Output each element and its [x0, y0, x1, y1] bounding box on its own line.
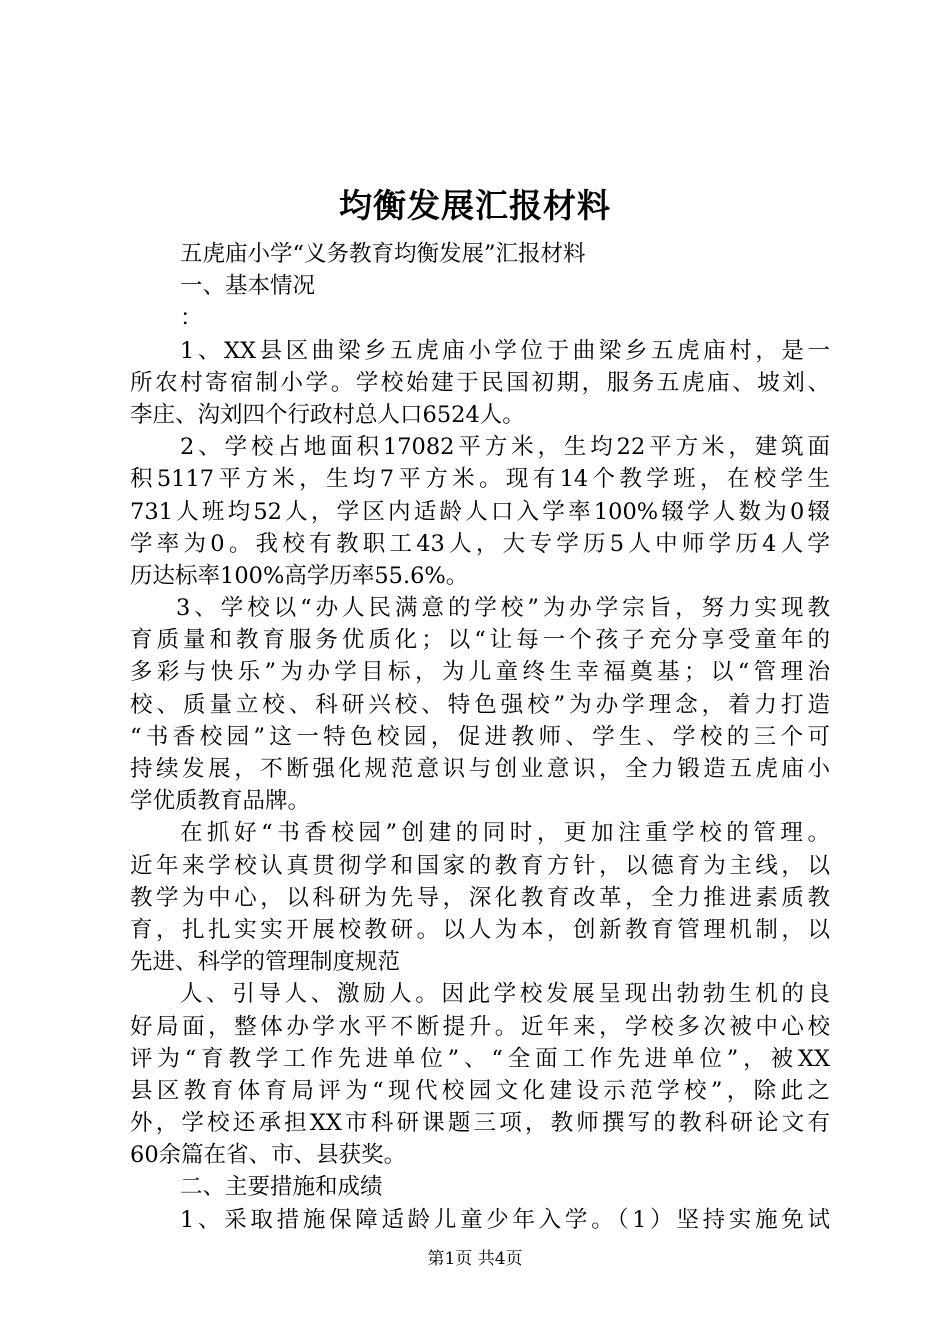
body-line: 学率为0。我校有教职工43人，大专学历5人中师学历4人学 — [130, 530, 830, 557]
body-line: 多彩与快乐”为办学目标，为儿童终生幸福奠基；以“管理治 — [130, 659, 830, 686]
body-line: 育质量和教育服务优质化；以“让每一个孩子充分享受童年的 — [130, 627, 830, 654]
body-line: 731人班均52人，学区内适龄人口入学率100%辍学人数为0辍 — [130, 498, 830, 525]
body-line: 积5117平方米，生均7平方米。现有14个教学班，在校学生 — [130, 466, 830, 493]
body-line: 60余篇在省、市、县获奖。 — [130, 1142, 407, 1169]
body-line: 五虎庙小学“义务教育均衡发展”汇报材料 — [180, 241, 586, 267]
page-footer: 第1页 共4页 — [427, 1249, 523, 1269]
body-line: 所农村寄宿制小学。学校始建于民国初期，服务五虎庙、坡刘、 — [130, 369, 830, 396]
body-line: 评为“育教学工作先进单位”、“全面工作先进单位”，被XX — [130, 1045, 830, 1072]
body-line: 近年来学校认真贯彻学和国家的教育方针，以德育为主线，以 — [130, 852, 830, 879]
body-line: 历达标率100%高学历率55.6%。 — [130, 562, 469, 589]
body-line: 李庄、沟刘四个行政村总人口6524人。 — [130, 401, 525, 428]
body-line: 人、引导人、激励人。因此学校发展呈现出勃勃生机的良 — [180, 981, 830, 1008]
body-line: 在抓好“书香校园”创建的同时，更加注重学校的管理。 — [180, 820, 830, 847]
body-line: ： — [180, 305, 203, 332]
body-line: 一、基本情况 — [180, 273, 316, 300]
body-line: 育，扎扎实实开展校教研。以人为本，创新教育管理机制，以 — [130, 916, 830, 943]
body-line: 3、学校以“办人民满意的学校”为办学宗旨，努力实现教 — [176, 595, 830, 622]
body-line: 先进、科学的管理制度规范 — [130, 949, 401, 976]
body-line: 学优质教育品牌。 — [130, 788, 311, 815]
body-line: 1、XX县区曲梁乡五虎庙小学位于曲梁乡五虎庙村，是一 — [180, 337, 830, 364]
body-line: “书香校园”这一特色校园，促进教师、学生、学校的三个可 — [130, 723, 830, 750]
document-body — [130, 238, 830, 1236]
body-line: 持续发展，不断强化规范意识与创业意识，全力锻造五虎庙小 — [130, 756, 830, 782]
body-line: 1、采取措施保障适龄儿童少年入学。（1）坚持实施免试 — [180, 1206, 830, 1233]
body-line: 外，学校还承担XX市科研课题三项，教师撰写的教科研论文有 — [130, 1110, 830, 1137]
body-line: 校、质量立校、科研兴校、特色强校”为办学理念，着力打造 — [130, 691, 830, 718]
body-line: 2、学校占地面积17082平方米，生均22平方米，建筑面 — [180, 434, 830, 461]
body-line: 教学为中心，以科研为先导，深化教育改革，全力推进素质教 — [130, 884, 830, 911]
body-line: 二、主要措施和成绩 — [180, 1174, 383, 1201]
body-line: 好局面，整体办学水平不断提升。近年来，学校多次被中心校 — [130, 1013, 830, 1040]
body-line: 县区教育体育局评为“现代校园文化建设示范学校”，除此之 — [130, 1077, 830, 1104]
document-title: 均衡发展汇报材料 — [339, 186, 611, 225]
